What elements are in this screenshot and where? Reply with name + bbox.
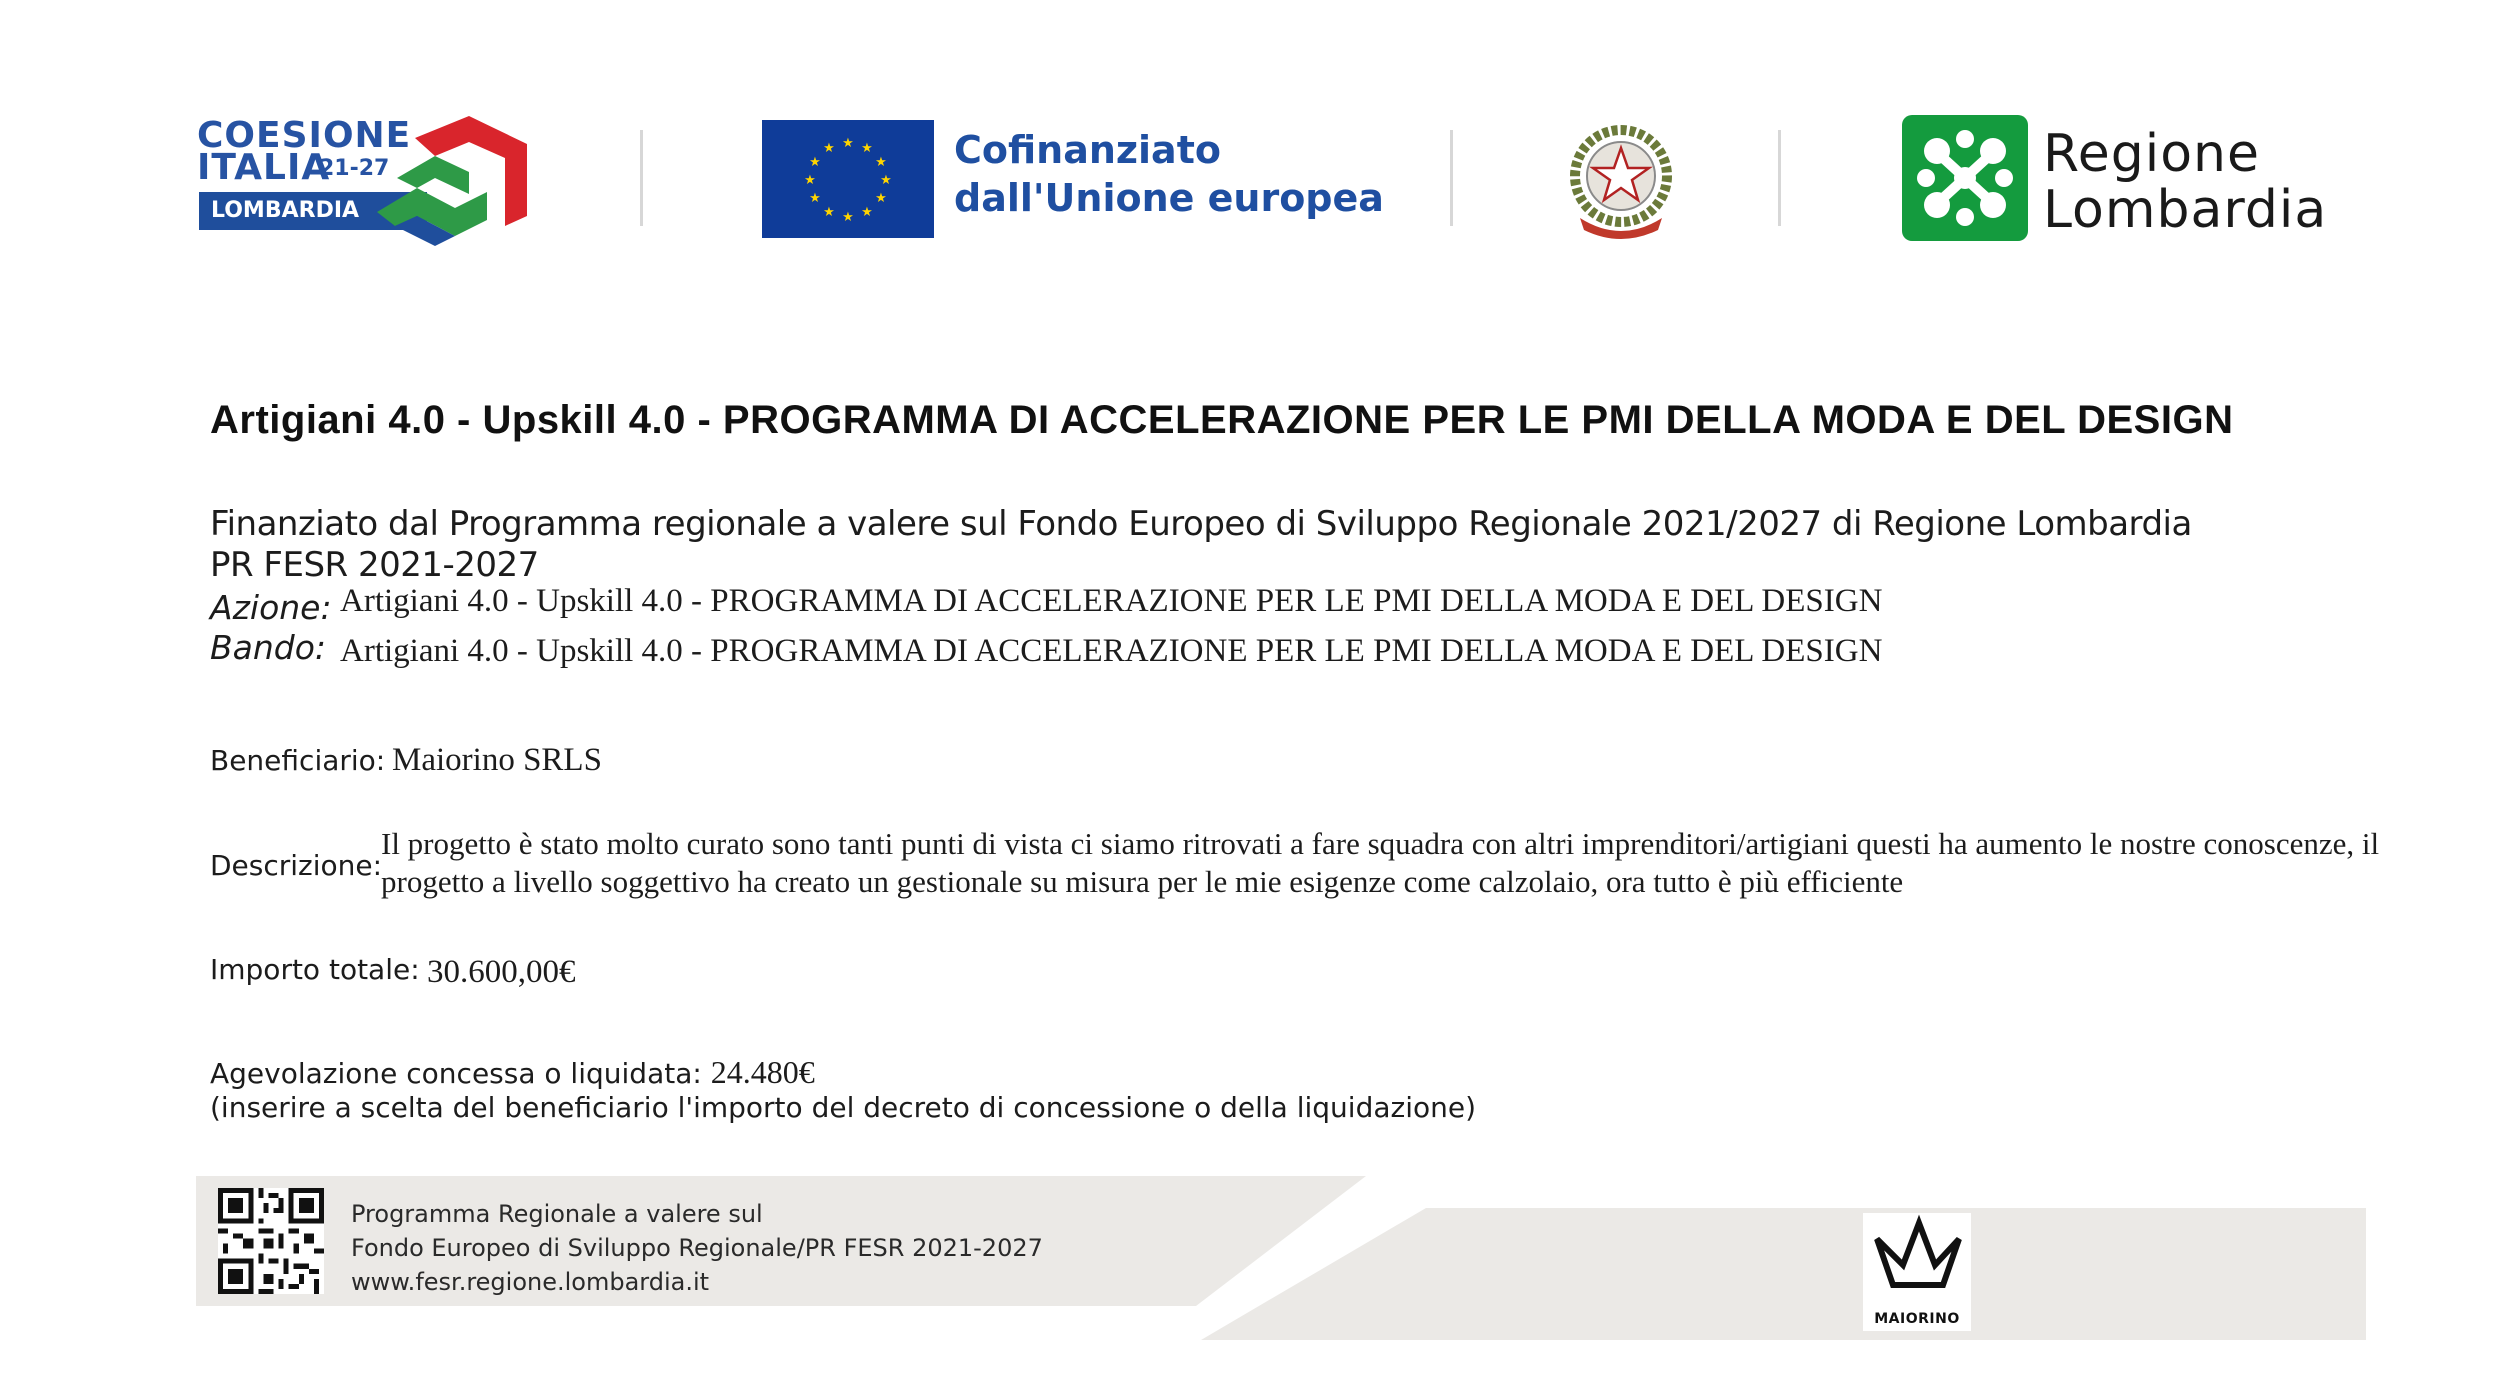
coesione-years: 21-27 — [319, 156, 390, 181]
coesione-region: LOMBARDIA — [211, 198, 360, 223]
descrizione-label: Descrizione: — [210, 849, 383, 882]
svg-text:★: ★ — [875, 191, 887, 206]
beneficiario-value: Maiorino SRLS — [392, 742, 602, 778]
eu-caption-line1: Cofinanziato — [954, 128, 1221, 172]
coesione-arrow-icon — [377, 116, 527, 246]
eu-caption-line2: dall'Unione europea — [954, 176, 1384, 220]
bando-value: Artigiani 4.0 - Upskill 4.0 - PROGRAMMA DI ACCELERAZIONE PER LE PMI DELLA MODA E DEL DESIGN — [340, 633, 1883, 669]
svg-text:★: ★ — [823, 205, 835, 220]
svg-text:★: ★ — [842, 136, 854, 151]
svg-text:★: ★ — [842, 210, 854, 225]
agevolazione-note: (inserire a scelta del beneficiario l'importo del decreto di concessione o della liquidazione) — [210, 1091, 1477, 1124]
qr-code-icon[interactable] — [218, 1188, 324, 1294]
agevolazione-value: 24.480€ — [710, 1054, 815, 1090]
agevolazione-line — [210, 1054, 815, 1091]
svg-text:★: ★ — [861, 205, 873, 220]
footer-line1: Programma Regionale a valere sul — [351, 1200, 763, 1228]
maiorino-caption: MAIORINO — [1874, 1311, 1960, 1327]
program-code: PR FESR 2021-2027 — [210, 545, 539, 585]
italia-word: ITALIA — [197, 147, 331, 188]
descrizione-value: Il progetto è stato molto curato sono tanti punti di vista ci siamo ritrovati a fare squadra con altri imprenditori/artigiani questi ha aumento le nostre conoscenze, il progetto a livello soggettivo ha creato un gestionale su misura per le mie esigenze come calzolaio, ora tutto è più efficiente — [381, 826, 2380, 899]
regione-lombardia-caption — [2043, 126, 2327, 238]
azione-label: Azione: — [210, 588, 332, 627]
italian-republic-emblem-icon — [1566, 118, 1676, 242]
azione-value: Artigiani 4.0 - Upskill 4.0 - PROGRAMMA DI ACCELERAZIONE PER LE PMI DELLA MODA E DEL DESIGN — [340, 583, 1883, 619]
regione-caption-line2: Lombardia — [2043, 180, 2328, 240]
beneficiario-label: Beneficiario: — [210, 744, 386, 777]
svg-text:★: ★ — [823, 141, 835, 156]
importo-value: 30.600,00€ — [427, 954, 576, 990]
eu-stars-icon — [762, 120, 934, 238]
svg-text:★: ★ — [880, 173, 892, 188]
svg-text:★: ★ — [861, 141, 873, 156]
rosa-camuna-icon — [1902, 115, 2028, 241]
svg-text:★: ★ — [804, 173, 816, 188]
agevolazione-label: Agevolazione concessa o liquidata: — [210, 1057, 702, 1090]
footer-line2: Fondo Europeo di Sviluppo Regionale/PR FESR 2021-2027 — [351, 1234, 1043, 1262]
footer-website-link[interactable]: www.fesr.regione.lombardia.it — [351, 1268, 710, 1296]
coesione-word: COESIONE — [197, 115, 412, 156]
eu-flag-icon — [762, 120, 934, 238]
regione-lombardia-logo — [1902, 115, 2028, 241]
divider — [1778, 130, 1781, 226]
financing-line: Finanziato dal Programma regionale a valere sul Fondo Europeo di Sviluppo Regionale 2021/2027 di Regione Lombardia — [210, 504, 2192, 544]
divider — [1450, 130, 1453, 226]
divider — [640, 130, 643, 226]
crown-icon — [1863, 1213, 1971, 1303]
svg-text:★: ★ — [875, 155, 887, 170]
importo-label: Importo totale: — [210, 953, 420, 986]
coesione-italia-logo — [197, 110, 527, 246]
maiorino-logo — [1863, 1213, 1971, 1331]
svg-text:★: ★ — [809, 191, 821, 206]
footer-text — [351, 1197, 1043, 1299]
svg-text:★: ★ — [809, 155, 821, 170]
regione-caption-line1: Regione — [2043, 124, 2261, 184]
eu-caption — [954, 126, 1384, 222]
bando-label: Bando: — [210, 628, 327, 667]
page-title: Artigiani 4.0 - Upskill 4.0 - PROGRAMMA DI ACCELERAZIONE PER LE PMI DELLA MODA E DEL DESIGN — [210, 398, 2234, 442]
